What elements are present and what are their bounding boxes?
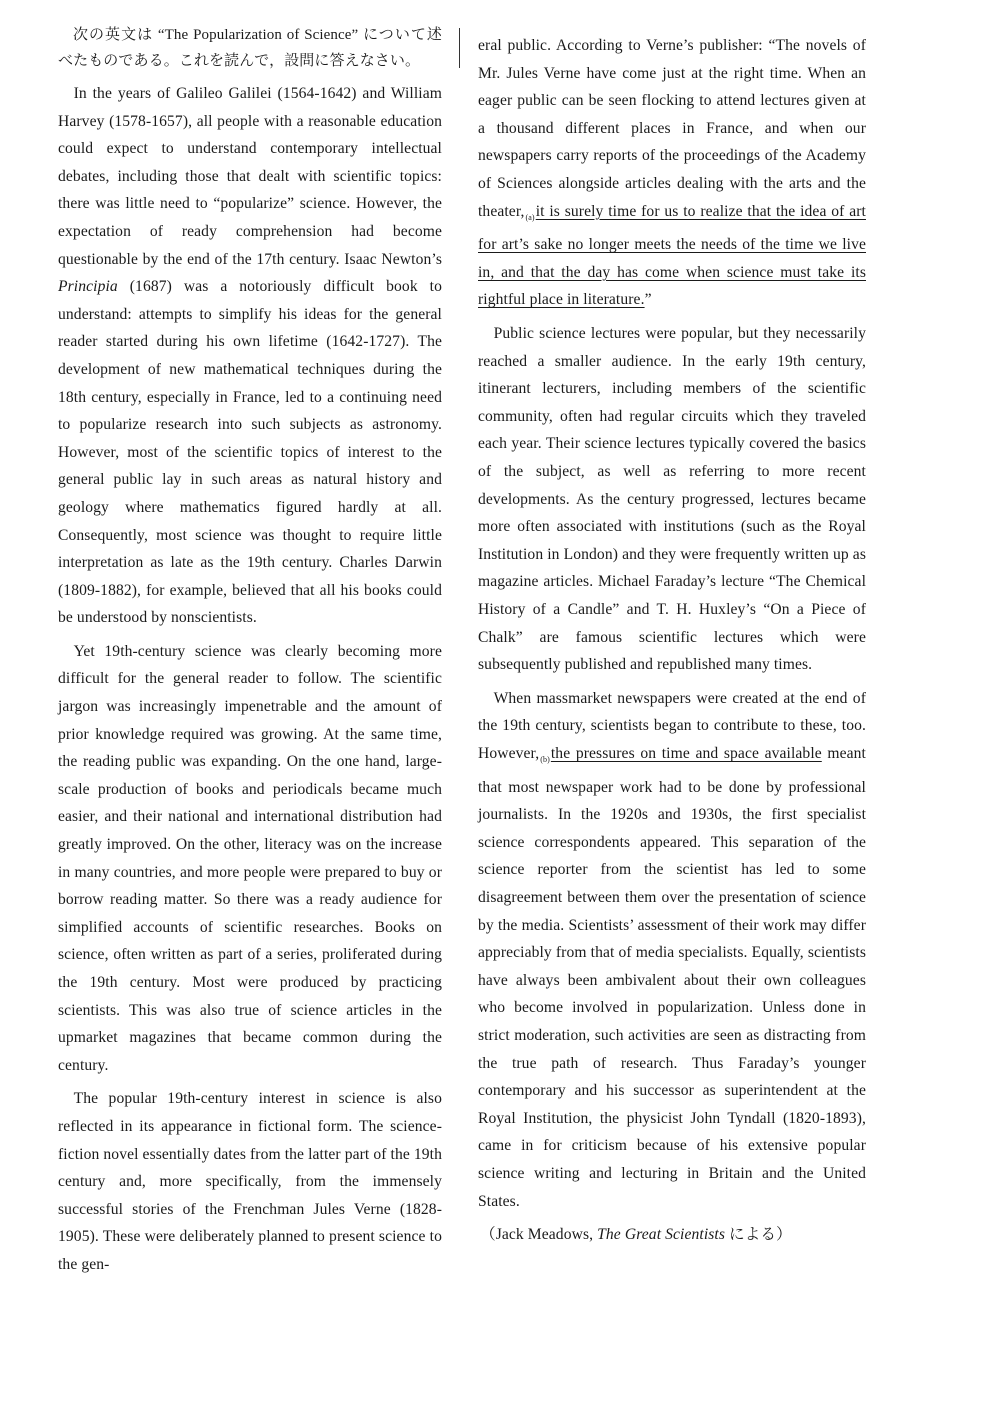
source-title: The Great Scientists	[597, 1226, 726, 1244]
paragraph-5-text: When massmarket newspapers were created at the end of the 19th century, scientists began to contribute to these, too. However,	[478, 689, 866, 762]
marker-a: (a)	[525, 212, 535, 222]
source-open: （Jack Meadows,	[480, 1226, 594, 1244]
paragraph-5	[478, 685, 866, 1215]
left-column	[58, 22, 442, 1285]
paragraph-3-continued	[478, 32, 866, 314]
source-citation	[478, 1221, 866, 1249]
paragraph-3-text: eral public. According to Verne’s publisher: “The novels of Mr. Jules Verne have come just at the right time. When an eager public can be seen flocking to attend lectures given at a thousand different places in France, and when our newspapers carry reports of the proceedings of the Academy of Sciences alongside articles dealing with the arts and the theater,	[478, 37, 866, 220]
paragraph-1-rest: (1687) was a notoriously difficult book to understand: attempts to simplify his ideas for the general reader started during his own lifetime (1642-1727). The development of new mathematical techniques during the 18th century, especially in France, led to a continuing need to popularize research into such subjects as astronomy. However, most of the scientific topics of interest to the general public lay in such areas as natural history and geology where mathematics figured hardly at all. Consequently, most science was thought to require little interpretation as late as the 19th century. Charles Darwin (1809-1882), for example, believed that all his books could be understood by nonscientists.	[58, 278, 442, 627]
paragraph-3-start: The popular 19th-century interest in science is also reflected in its appearance in fictional form. The science-fiction novel essentially dates from the latter part of the 19th century and, more specifically, from the immensely successful stories of the Frenchman Jules Verne (1828-1905). These were deliberately planned to present science to the gen-	[58, 1090, 442, 1273]
instructions: 次の英文は “The Popularization of Science” について述べたものである。これを読んで，設問に答えなさい。	[58, 27, 442, 69]
paragraph-1	[58, 80, 442, 632]
underlined-passage-a: it is surely time for us to realize that the idea of art for art’s sake no longer meets the needs of the time we live in, and that the day has come when science must take its rightful place in literature.	[478, 202, 866, 309]
column-divider	[459, 28, 460, 68]
paragraph-2: Yet 19th-century science was clearly becoming more difficult for the general reader to follow. The scientific jargon was increasingly impenetrable and the amount of prior knowledge required was growing. At the same time, the reading public was expanding. On the one hand, large-scale production of books and periodicals became much easier, and their national and international distribution had greatly improved. On the other, literacy was on the increase in many countries, and more people were prepared to buy or borrow reading matter. So there was a ready audience for simplified accounts of scientific researches. Books on science, often written as part of a series, proliferated during the 19th century. Most were produced by practicing scientists. This was also true of science articles in the upmarket magazines that became common during the century.	[58, 642, 442, 1074]
source-close: による）	[729, 1226, 792, 1244]
book-title-principia: Principia	[58, 278, 118, 296]
paragraph-4: Public science lectures were popular, but they necessarily reached a smaller audience. In the early 19th century, itinerant lecturers, including members of the scientific community, often had regular circuits which they traveled each year. Their science lectures typically covered the basics of the subject, as well as referring to more recent developments. As the century progressed, lectures became more often associated with institutions (such as the Royal Institution in London) and they were frequently written up as magazine articles. Michael Faraday’s lecture “The Chemical History of a Candle” and T. H. Huxley’s “On a Piece of Chalk” are famous scientific lectures which were subsequently published and republished many times.	[478, 325, 866, 674]
marker-b: (b)	[540, 755, 550, 765]
underlined-passage-b: the pressures on time and space available	[550, 744, 822, 762]
paragraph-1-text: In the years of Galileo Galilei (1564-1642) and William Harvey (1578-1657), all people with a reasonable education could expect to understand contemporary intellectual debates, including those that dealt with scientific topics: there was little need to “popularize” science. However, the expectation of ready comprehension had become questionable by the end of the 17th century. Isaac Newton’s	[58, 85, 442, 268]
right-column	[478, 32, 866, 1255]
paragraph-5-rest: meant that most newspaper work had to be done by professional journalists. In the 1920s and 1930s, the first specialist science correspondents appeared. This separation of the science reporter from the scientist has led to some disagreement between them over the presentation of science by the media. Scientists’ assessment of their work may differ appreciably from that of media specialists. Equally, scientists have always been ambivalent about their own colleagues who become involved in popularization. Unless done in strict moderation, such activities are seen as distracting from the true path of research. Thus Faraday’s younger contemporary and his successor as superintendent at the Royal Institution, the physicist John Tyndall (1820-1893), came in for criticism because of his extensive popular science writing and lecturing in Britain and the United States.	[478, 744, 866, 1210]
closing-quote: ”	[644, 291, 652, 309]
